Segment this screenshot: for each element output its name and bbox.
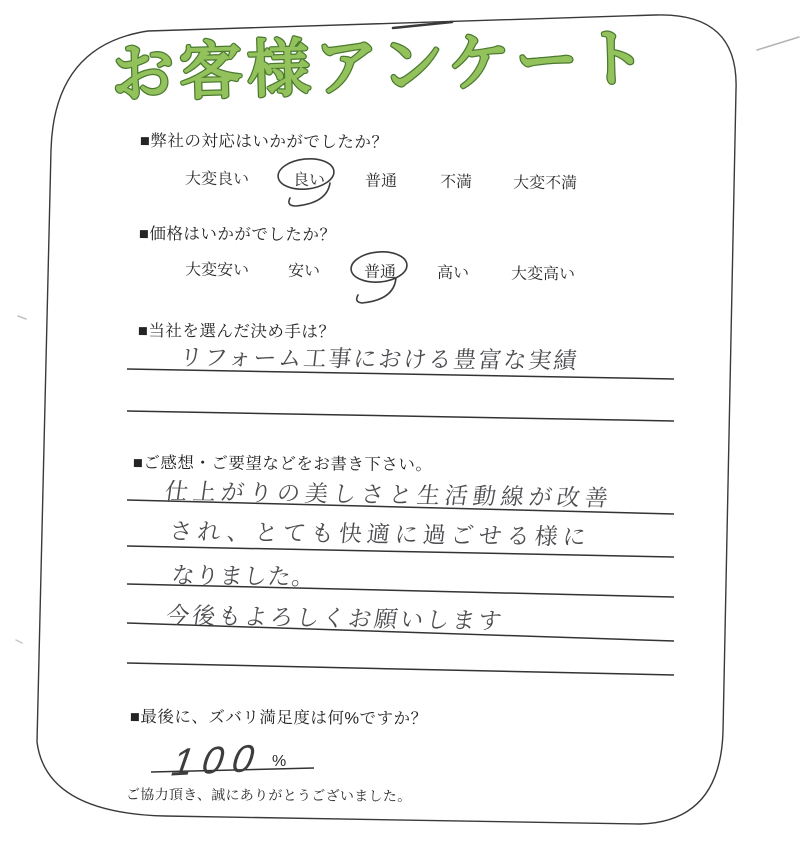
q2-option-normal: 普通 — [363, 263, 397, 282]
q2-option-expensive: 高い — [436, 264, 470, 283]
q3-handwritten-answer: リフォーム工事における豊富な実績 — [178, 344, 581, 374]
q5-handwritten-percentage: 100 — [168, 737, 266, 785]
q4-handwritten-line: なりました。 — [170, 562, 318, 590]
q1-option-bad: 不満 — [439, 173, 473, 192]
q4-label: ■ご感想・ご要望などをお書き下さい。 — [132, 453, 433, 475]
q1-option-normal: 普通 — [364, 172, 398, 191]
q1-label: ■弊社の対応はいかがでしたか？ — [139, 131, 389, 152]
page-title: お客様アンケート — [110, 23, 653, 110]
q5-percent-sign: % — [272, 753, 287, 770]
q4-handwritten-line: され、とても快適に過ごせる様に — [168, 518, 593, 550]
q5-label: ■最後に、ズバリ満足度は何%ですか？ — [129, 707, 428, 729]
q2-option-very-expensive: 大変高い — [510, 265, 576, 284]
q2-option-cheap: 安い — [287, 262, 321, 281]
q2-label: ■価格はいかがでしたか？ — [138, 224, 337, 245]
q4-handwritten-line: 仕上がりの美しさと生活動線が改善 — [163, 478, 615, 512]
q1-option-very-bad: 大変不満 — [512, 174, 578, 193]
answer-line — [127, 411, 674, 421]
q4-handwritten-line: 今後もよろしくお願いします — [164, 602, 507, 634]
q2-option-very-cheap: 大変安い — [184, 261, 250, 280]
footer-thanks: ご協力頂き、誠にありがとうございました。 — [125, 786, 412, 804]
q1-option-very-good: 大変良い — [184, 170, 250, 189]
q3-label: ■当社を選んだ決め手は？ — [137, 321, 336, 342]
title-banner — [100, 16, 740, 116]
q1-option-good: 良い — [292, 171, 326, 190]
answer-line — [127, 663, 674, 675]
